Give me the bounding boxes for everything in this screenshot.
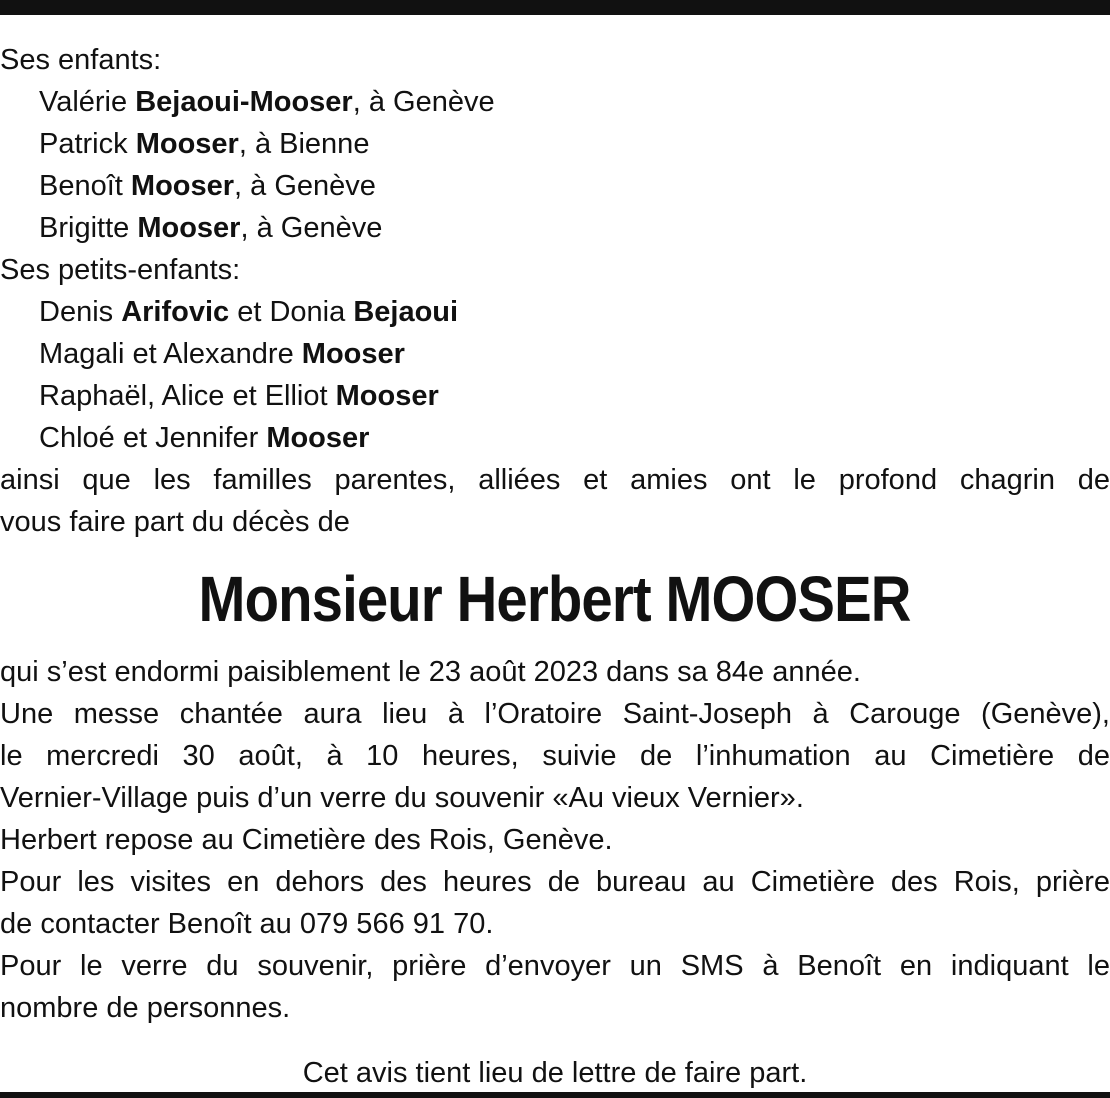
child-surname: Mooser <box>137 212 241 244</box>
detail-line: Vernier-Village puis d’un verre du souvenir «Au vieux Vernier». <box>0 782 804 814</box>
grandchild-text: Raphaël, Alice et Elliot <box>39 380 336 412</box>
detail-line: Pour les visites en dehors des heures de bureau au Cimetière des Rois, prière <box>0 866 1110 898</box>
top-border-rule <box>0 0 1110 15</box>
child-given-name: Benoît <box>39 170 123 202</box>
detail-line: le mercredi 30 août, à 10 heures, suivie de l’inhumation au Cimetière de <box>0 740 1110 772</box>
child-line <box>0 81 1110 123</box>
detail-line: qui s’est endormi paisiblement le 23 août 2023 dans sa 84e année. <box>0 656 861 688</box>
detail-line: Une messe chantée aura lieu à l’Oratoire Saint-Joseph à Carouge (Genève), <box>0 698 1110 730</box>
child-place: , à Genève <box>234 170 376 202</box>
grandchild-text: et Donia <box>229 296 354 328</box>
child-surname: Mooser <box>135 128 239 160</box>
grandchild-surname: Mooser <box>266 422 370 454</box>
child-line <box>0 165 1110 207</box>
child-line <box>0 123 1110 165</box>
obituary-notice <box>0 39 1110 1094</box>
detail-line: Herbert repose au Cimetière des Rois, Genève. <box>0 824 613 856</box>
deceased-name-text: Monsieur Herbert MOOSER <box>198 563 912 635</box>
grandchild-line <box>0 417 1110 459</box>
child-given-name: Patrick <box>39 128 128 160</box>
child-place: , à Genève <box>352 86 495 118</box>
detail-line: Pour le verre du souvenir, prière d’envoyer un SMS à Benoît en indiquant le <box>0 950 1110 982</box>
grandchild-surname: Arifovic <box>121 296 230 328</box>
announcement-line: ainsi que les familles parentes, alliées et amies ont le profond chagrin de <box>0 464 1110 496</box>
deceased-name-heading <box>0 563 1110 635</box>
grandchildren-heading: Ses petits-enfants: <box>0 254 241 286</box>
detail-line: nombre de personnes. <box>0 992 291 1024</box>
grandchild-text: Magali et Alexandre <box>39 338 302 370</box>
child-surname: Mooser <box>130 170 235 202</box>
child-given-name: Valérie <box>39 86 128 118</box>
child-line <box>0 207 1110 249</box>
child-place: , à Bienne <box>238 128 370 160</box>
grandchild-line <box>0 333 1110 375</box>
grandchild-surname: Bejaoui <box>353 296 459 328</box>
bottom-border-rule <box>0 1092 1110 1098</box>
grandchild-surname: Mooser <box>301 338 405 370</box>
grandchild-line <box>0 375 1110 417</box>
detail-line: de contacter Benoît au 079 566 91 70. <box>0 908 494 940</box>
closing-statement: Cet avis tient lieu de lettre de faire part. <box>302 1057 808 1089</box>
grandchild-line <box>0 291 1110 333</box>
child-surname: Bejaoui-Mooser <box>135 86 353 118</box>
grandchild-text: Chloé et Jennifer <box>39 422 267 454</box>
grandchild-text: Denis <box>39 296 122 328</box>
grandchild-surname: Mooser <box>335 380 439 412</box>
child-place: , à Genève <box>240 212 383 244</box>
announcement-line: vous faire part du décès de <box>0 506 350 538</box>
children-heading: Ses enfants: <box>0 44 162 76</box>
child-given-name: Brigitte <box>39 212 130 244</box>
